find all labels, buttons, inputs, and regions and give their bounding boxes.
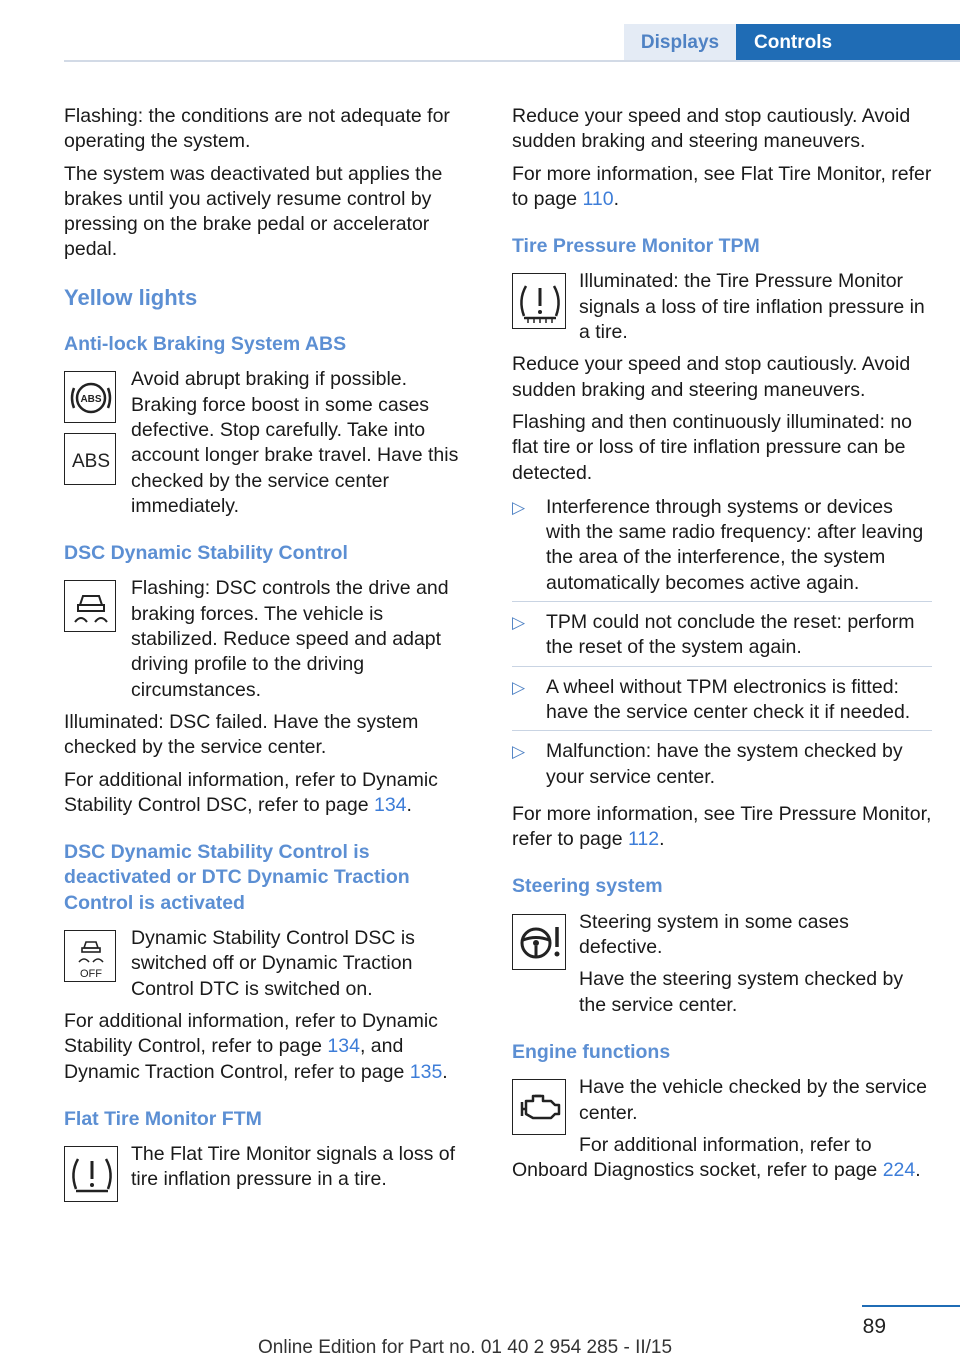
- svg-text:ABS: ABS: [71, 451, 111, 473]
- engine-block: [512, 1075, 932, 1126]
- heading-dsc-off: DSC Dynamic Stability Control is deactivated or DTC Dynamic Traction Control is activated: [64, 841, 410, 914]
- svg-text:ABS: ABS: [80, 394, 102, 406]
- tire-warning-icon: [64, 1146, 118, 1202]
- tpm-description: Illuminated: the Tire Pressure Monitor signals a loss of tire inflation pressure in a tire.: [579, 270, 925, 344]
- heading-dsc: DSC Dynamic Stability Control: [64, 542, 348, 565]
- left-column: [64, 104, 474, 1198]
- heading-steering: Steering system: [512, 875, 663, 898]
- page-number: 89: [862, 1315, 886, 1338]
- paragraph: Have the steering system checked by the service center.: [579, 968, 904, 1016]
- tpm-bullet-list: [512, 493, 932, 795]
- page-link[interactable]: 110: [582, 187, 614, 210]
- abs-circle-icon: [64, 371, 116, 423]
- ftm-block: [64, 1142, 474, 1198]
- dsc-description: Flashing: DSC controls the drive and braking forces. The vehicle is stabilized. Reduce speed and adapt driving profile to the driving circumstances.: [131, 577, 449, 701]
- paragraph: Flashing and then continuously illuminated: no flat tire or loss of tire inflation pressure can be detected.: [512, 410, 913, 484]
- paragraph: Reduce your speed and stop cautiously. Avoid sudden braking and steering maneuvers.: [512, 353, 911, 401]
- paragraph: Flashing: the conditions are not adequate for operating the system.: [64, 105, 450, 153]
- tpm-block: [512, 269, 932, 345]
- triangle-bullet-icon: ▷: [512, 677, 526, 697]
- steering-wheel-warning-icon: [512, 914, 566, 970]
- heading-tpm: Tire Pressure Monitor TPM: [512, 235, 760, 258]
- heading-engine: Engine functions: [512, 1040, 671, 1063]
- section-heading-yellow-lights: Yellow lights: [64, 284, 198, 310]
- page-link[interactable]: 134: [327, 1035, 360, 1058]
- abs-block: [64, 367, 474, 519]
- engine-description: Have the vehicle checked by the service center.: [579, 1076, 927, 1124]
- edition-text: Online Edition for Part no. 01 40 2 954 285 - II/15: [258, 1337, 673, 1358]
- list-item: ▷ TPM could not conclude the reset: perform the reset of the system again.: [512, 608, 932, 667]
- steering-block: [512, 910, 932, 961]
- right-column: [512, 104, 932, 1190]
- paragraph: Illuminated: DSC failed. Have the system checked by the service center.: [64, 710, 419, 759]
- triangle-bullet-icon: ▷: [512, 497, 526, 517]
- list-item: ▷ Malfunction: have the system checked by your service center.: [512, 740, 903, 788]
- page-link[interactable]: 224: [882, 1159, 916, 1182]
- dsc-off-block: [64, 926, 474, 1002]
- svg-text:OFF: OFF: [80, 968, 102, 981]
- heading-abs: Anti-lock Braking System ABS: [64, 333, 347, 356]
- tab-displays[interactable]: Displays: [624, 24, 736, 62]
- page-link[interactable]: 135: [409, 1060, 443, 1083]
- paragraph: For more information, see Flat Tire Monitor, refer to page 110.: [512, 162, 932, 210]
- paragraph: Reduce your speed and stop cautiously. Avoid sudden braking and steering maneuvers.: [512, 105, 911, 153]
- heading-ftm: Flat Tire Monitor FTM: [64, 1107, 262, 1130]
- page-link[interactable]: 134: [373, 793, 407, 816]
- triangle-bullet-icon: ▷: [512, 613, 526, 633]
- dsc-off-icon: [64, 930, 116, 982]
- paragraph: For additional information, refer to Dynamic Stability Control, refer to page 134, and Dynamic Traction Control, refer to page 135.: [64, 1009, 448, 1083]
- ftm-description: The Flat Tire Monitor signals a loss of tire inflation pressure in a tire.: [131, 1143, 456, 1191]
- dsc-block: [64, 576, 474, 702]
- paragraph: For additional information, refer to Onboard Diagnostics socket, refer to page 224.: [512, 1133, 921, 1182]
- tab-controls[interactable]: Controls: [736, 24, 960, 62]
- header-rule: [64, 60, 960, 62]
- triangle-bullet-icon: ▷: [512, 742, 526, 762]
- tire-pressure-icon: [512, 273, 566, 329]
- steering-description: Steering system in some cases defective.: [579, 910, 849, 959]
- dsc-skid-icon: [64, 580, 116, 632]
- list-item: ▷ A wheel without TPM electronics is fitted: have the service center check it if needed.: [512, 673, 932, 732]
- footer-rule: [862, 1305, 960, 1307]
- abs-text-icon: [64, 433, 116, 485]
- paragraph: The system was deactivated but applies the brakes until you actively resume control by pressing on the brake pedal or accelerator pedal.: [64, 162, 443, 261]
- paragraph: For more information, see Tire Pressure Monitor, refer to page 112.: [512, 802, 932, 851]
- page-link[interactable]: 112: [628, 828, 660, 851]
- dsc-off-description: Dynamic Stability Control DSC is switched off or Dynamic Traction Control DTC is switched on.: [131, 927, 415, 1000]
- abs-description: Avoid abrupt braking if possible. Braking force boost in some cases defective. Stop carefully. Take into account longer brake travel. Have this checked by the service center immediately.: [131, 368, 459, 517]
- engine-icon: [512, 1079, 566, 1135]
- list-item: ▷ Interference through systems or devices with the same radio frequency: after leaving the area of the interference, the system automatically becomes active again.: [512, 493, 932, 602]
- paragraph: For additional information, refer to Dynamic Stability Control DSC, refer to page 134.: [64, 768, 438, 816]
